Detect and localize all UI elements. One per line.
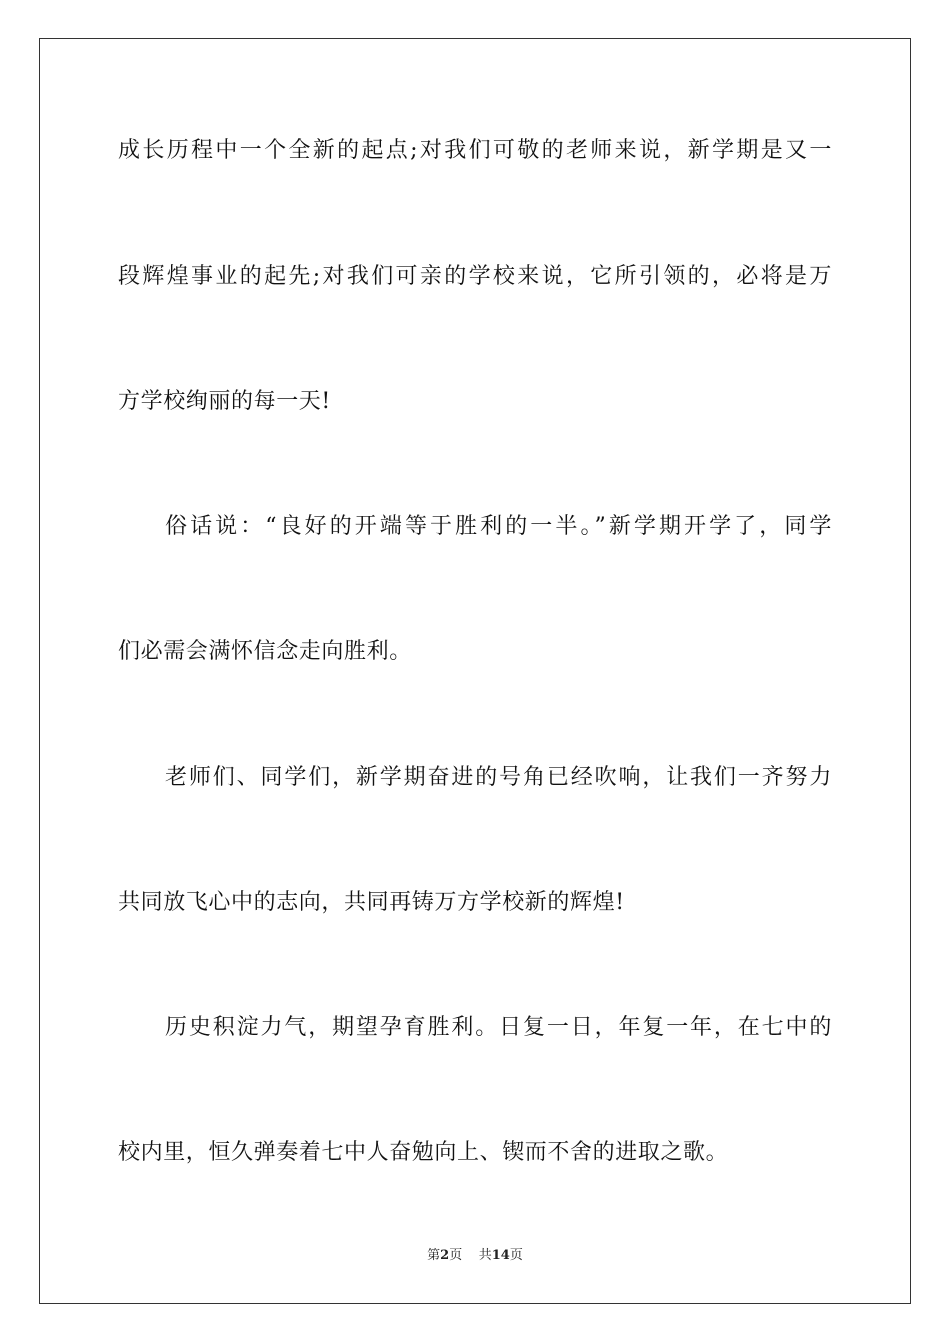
- text-line: 成长历程中一个全新的起点;对我们可敬的老师来说，新学期是又一: [118, 138, 832, 163]
- page-border: [39, 38, 911, 1304]
- paragraph-first-line: 俗话说：“良好的开端等于胜利的一半。”新学期开学了，同学: [165, 514, 832, 539]
- text-line: 方学校绚丽的每一天!: [118, 389, 331, 414]
- footer-total-number: 14: [491, 1248, 510, 1263]
- footer-total-prefix: 共: [478, 1248, 492, 1263]
- page-footer: [0, 1247, 950, 1265]
- footer-total-suffix: 页: [509, 1248, 523, 1263]
- footer-page-suffix: 页: [449, 1248, 463, 1263]
- text-line: 共同放飞心中的志向，共同再铸万方学校新的辉煌!: [118, 890, 625, 915]
- text-line: 校内里，恒久弹奏着七中人奋勉向上、锲而不舍的进取之歌。: [118, 1140, 729, 1165]
- text-line: 们必需会满怀信念走向胜利。: [118, 639, 412, 664]
- paragraph-first-line: 历史积淀力气，期望孕育胜利。日复一日，年复一年，在七中的: [165, 1015, 832, 1040]
- text-line: 段辉煌事业的起先;对我们可亲的学校来说，它所引领的，必将是万: [118, 264, 832, 289]
- paragraph-first-line: 老师们、同学们，新学期奋进的号角已经吹响，让我们一齐努力: [165, 765, 832, 790]
- footer-page-prefix: 第: [427, 1248, 441, 1263]
- footer-page-number: 2: [440, 1248, 450, 1263]
